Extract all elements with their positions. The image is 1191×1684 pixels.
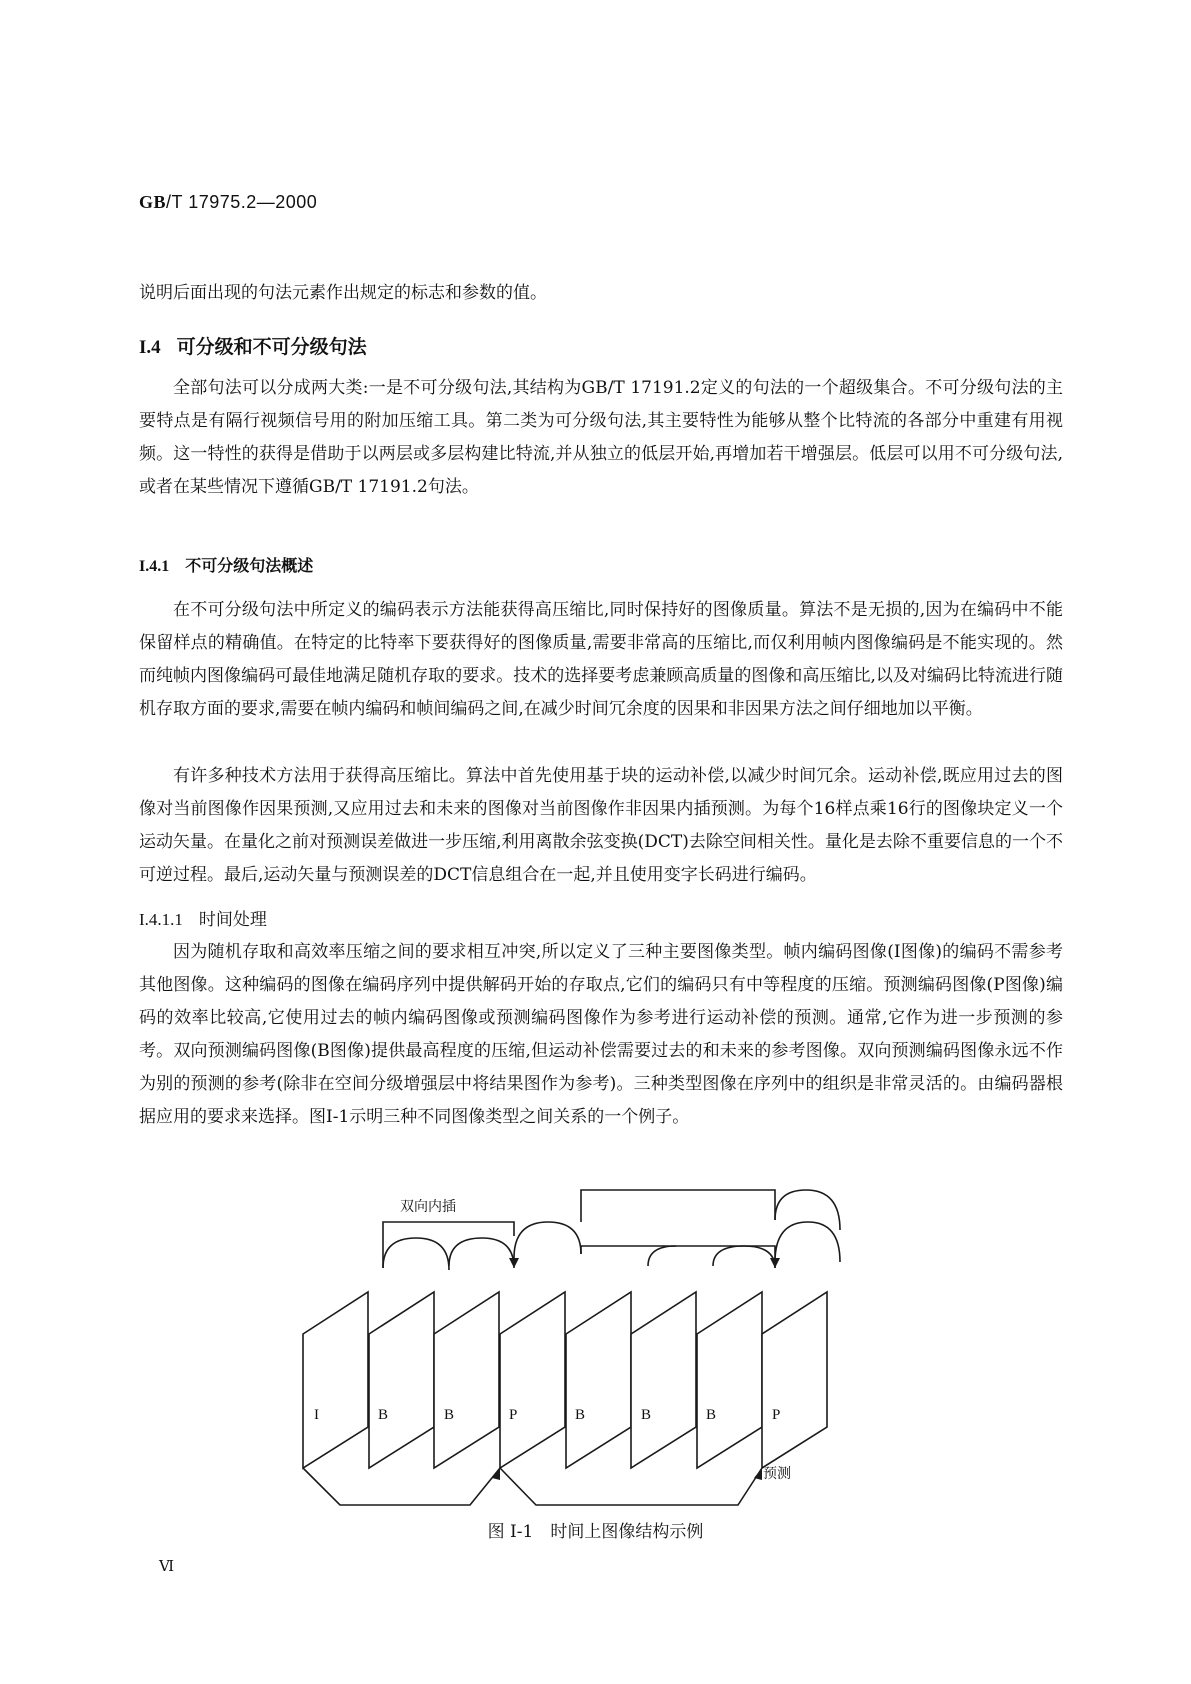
page-number: Ⅵ xyxy=(159,1557,175,1575)
section-number: I.4 xyxy=(139,337,161,358)
frame-label: B xyxy=(706,1407,717,1423)
interp-arc xyxy=(581,1246,775,1268)
interp-arc xyxy=(383,1238,449,1270)
section-number: I.4.1 xyxy=(139,558,170,575)
paragraph-i411: 因为随机存取和高效率压缩之间的要求相互冲突,所以定义了三种主要图像类型。帧内编码图像(I图像)的编码不需参考其他图像。这种编码的图像在编码序列中提供解码开始的存取点,它们的编码只有中等程度的压缩。预测编码图像(P图像)编码的效率比较高,它使用过去的帧内编码图像或预测编码图像作为参考进行运动补偿的预测。通常,它作为进一步预测的参考。双向预测编码图像(B图像)提供最高程度的压缩,但运动补偿需要过去的和未来的参考图像。双向预测编码图像永远不作为别的预测的参考(除非在空间分级增强层中将结果图作为参考)。三种类型图像在序列中的组织是非常灵活的。由编码器根据应用的要求来选择。图I-1示明三种不同图像类型之间关系的一个例子。 xyxy=(139,942,1063,1127)
prediction-arrow xyxy=(303,1468,500,1505)
section-heading-i4 xyxy=(139,332,367,359)
interp-arc xyxy=(514,1222,581,1258)
interp-bracket xyxy=(581,1190,775,1222)
interp-arc xyxy=(713,1246,775,1268)
arrow-head xyxy=(770,1258,780,1268)
frame-label: B xyxy=(444,1407,455,1423)
frame-label: I xyxy=(314,1407,319,1423)
frame-label: P xyxy=(509,1407,518,1423)
standard-code: GB/T 17975.2—2000 xyxy=(139,192,318,212)
frame-label: P xyxy=(772,1407,781,1423)
paragraph-i4: 全部句法可以分成两大类:一是不可分级句法,其结构为GB/T 17191.2定义的句法的一个超级集合。不可分级句法的主要特点是有隔行视频信号用的附加压缩工具。第二类为可分级句法,其主要特性为能够从整个比特流的各部分中重建有用视频。这一特性的获得是借助于以两层或多层构建比特流,并从独立的低层开始,再增加若干增强层。低层可以用不可分级句法,或者在某些情况下遵循GB/T 17191.2句法。 xyxy=(139,378,1063,497)
section-title: 时间处理 xyxy=(198,910,267,930)
frame-I xyxy=(303,1292,368,1468)
frame-label: B xyxy=(575,1407,586,1423)
interp-arc xyxy=(449,1238,514,1268)
frame-B xyxy=(631,1292,696,1468)
section-heading-i41 xyxy=(139,553,313,576)
interp-arc xyxy=(775,1222,840,1262)
frame-B xyxy=(566,1292,631,1468)
section-title: 可分级和不可分级句法 xyxy=(176,336,367,358)
section-heading-i411 xyxy=(139,905,267,930)
figure-caption: 图 I-1 时间上图像结构示例 xyxy=(487,1522,704,1542)
interp-arc xyxy=(775,1190,840,1230)
bidirectional-label: 双向内插 xyxy=(400,1199,456,1215)
frame-P xyxy=(762,1292,827,1468)
frame-B xyxy=(697,1292,762,1468)
frame-label: B xyxy=(378,1407,389,1423)
arrow-head xyxy=(492,1468,500,1480)
arrow-head xyxy=(509,1258,519,1268)
paragraph-i41-2: 有许多种技术方法用于获得高压缩比。算法中首先使用基于块的运动补偿,以减少时间冗余。运动补偿,既应用过去的图像对当前图像作因果预测,又应用过去和未来的图像对当前图像作非因果内插预测。为每个16样点乘16行的图像块定义一个运动矢量。在量化之前对预测误差做进一步压缩,利用离散余弦变换(DCT)去除空间相关性。量化是去除不重要信息的一个不可逆过程。最后,运动矢量与预测误差的DCT信息组合在一起,并且使用变字长码进行编码。 xyxy=(139,766,1063,885)
prediction-label: 预测 xyxy=(763,1466,791,1482)
frame-P xyxy=(500,1292,565,1468)
frame-label: B xyxy=(641,1407,652,1423)
lead-line: 说明后面出现的句法元素作出规定的标志和参数的值。 xyxy=(139,283,547,303)
paragraph-i41-1: 在不可分级句法中所定义的编码表示方法能获得高压缩比,同时保持好的图像质量。算法不是无损的,因为在编码中不能保留样点的精确值。在特定的比特率下要获得好的图像质量,需要非常高的压缩比,而仅利用帧内图像编码是不能实现的。然而纯帧内图像编码可最佳地满足随机存取的要求。技术的选择要考虑兼顾高质量的图像和高压缩比,以及对编码比特流进行随机存取方面的要求,需要在帧内编码和帧间编码之间,在减少时间冗余度的因果和非因果方法之间仔细地加以平衡。 xyxy=(139,600,1063,719)
section-number: I.4.1.1 xyxy=(139,910,183,929)
frame-B xyxy=(369,1292,434,1468)
arrow-head xyxy=(754,1468,762,1480)
frame-B xyxy=(434,1292,499,1468)
section-title: 不可分级句法概述 xyxy=(185,556,314,575)
interp-arc xyxy=(648,1246,676,1266)
prediction-arrow xyxy=(500,1468,762,1505)
